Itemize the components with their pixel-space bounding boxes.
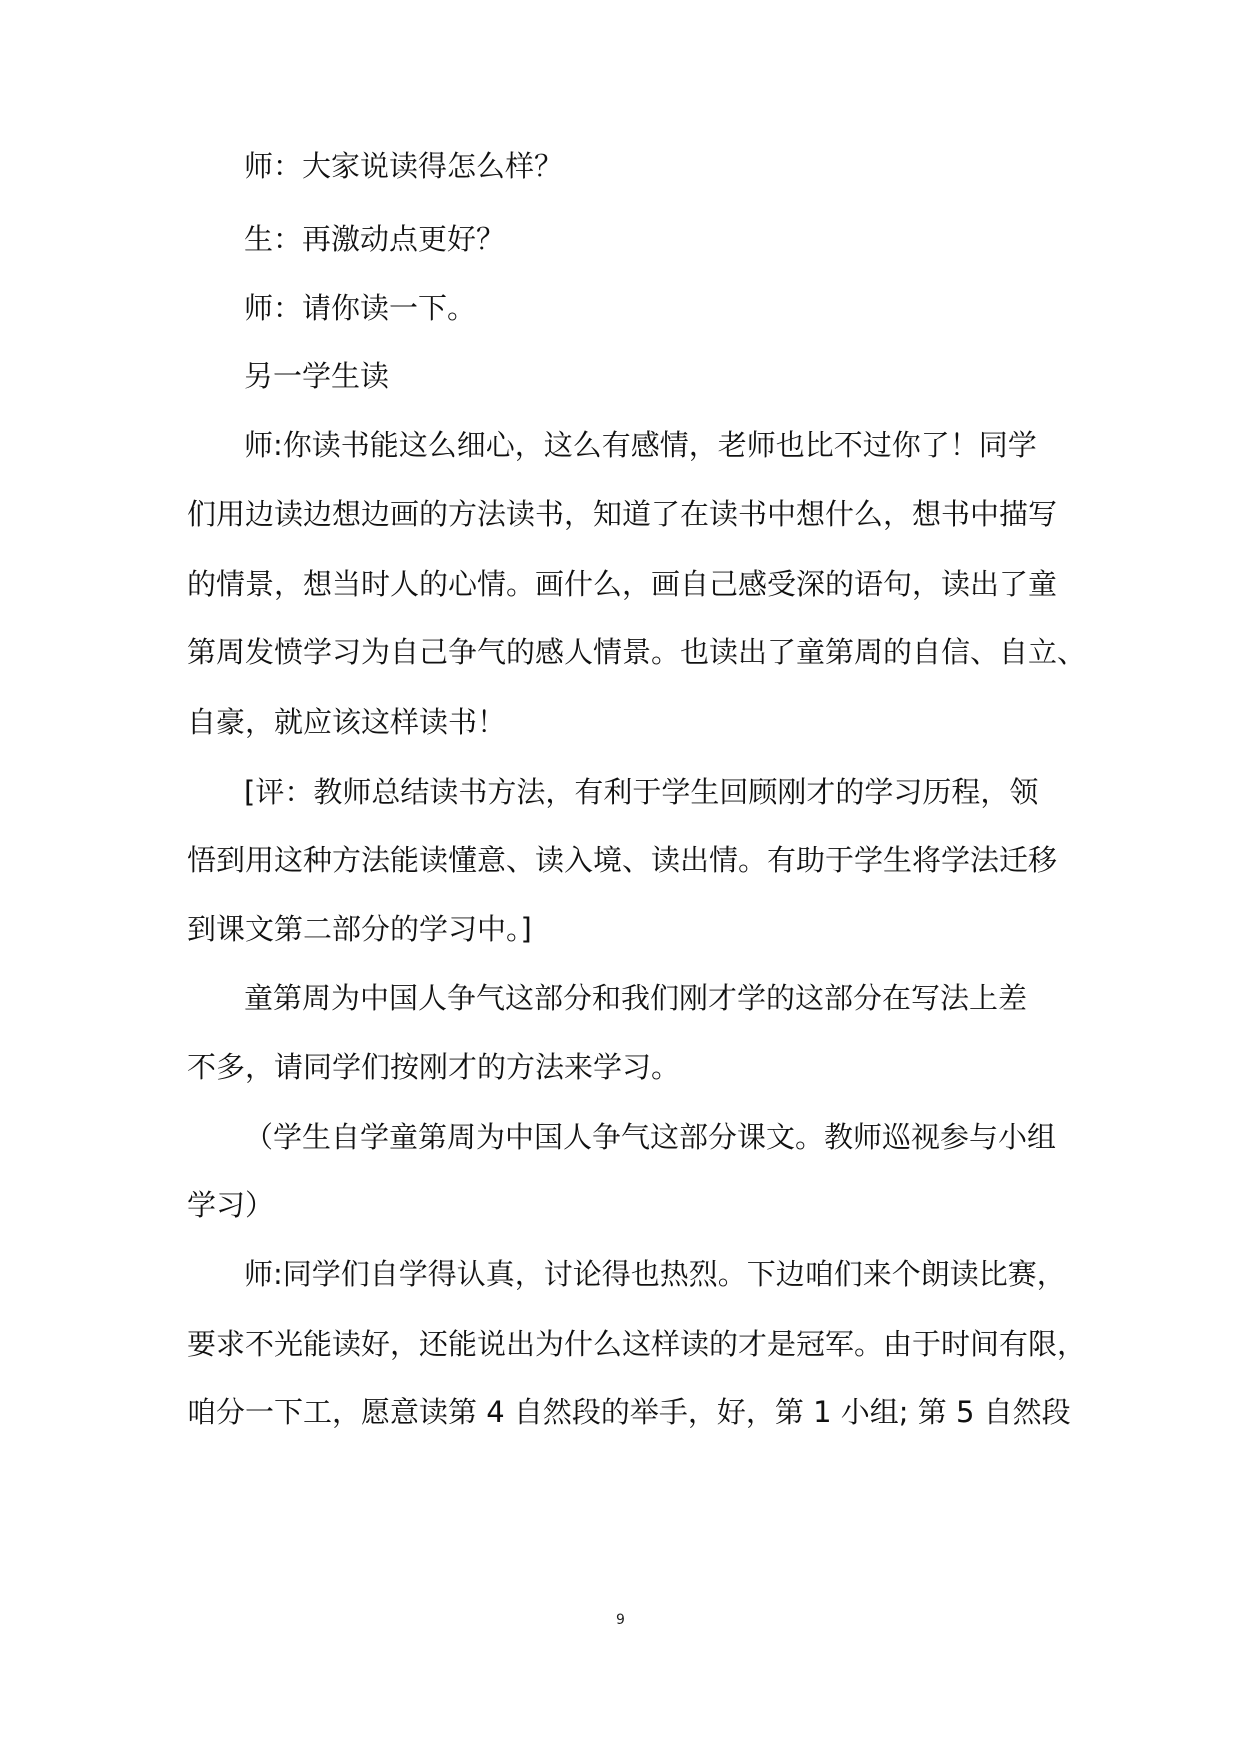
text-line: 师：大家说读得怎么样？ xyxy=(244,149,564,183)
text-line: [评：教师总结读书方法，有利于学生回顾刚才的学习历程，领 xyxy=(244,775,1039,809)
page-number: 9 xyxy=(616,1612,625,1628)
text-line: 师:同学们自学得认真，讨论得也热烈。下边咱们来个朗读比赛， xyxy=(244,1257,1066,1291)
text-line: 咱分一下工，愿意读第 4 自然段的举手，好，第 1 小组; 第 5 自然段 xyxy=(187,1395,1071,1429)
text-line: 第周发愤学习为自己争气的感人情景。也读出了童第周的自信、自立、 xyxy=(187,635,1087,669)
text-line: 到课文第二部分的学习中。] xyxy=(187,912,532,946)
text-line: 不多，请同学们按刚才的方法来学习。 xyxy=(187,1050,681,1084)
text-line: 师：请你读一下。 xyxy=(244,291,477,325)
text-line: 要求不光能读好，还能说出为什么这样读的才是冠军。由于时间有限， xyxy=(187,1327,1087,1361)
text-line: 另一学生读 xyxy=(244,359,390,393)
text-line: 学习） xyxy=(187,1188,275,1222)
text-line: 师:你读书能这么细心，这么有感情，老师也比不过你了！同学 xyxy=(244,428,1037,462)
text-line: 悟到用这种方法能读懂意、读入境、读出情。有助于学生将学法迁移 xyxy=(187,843,1058,877)
text-line: （学生自学童第周为中国人争气这部分课文。教师巡视参与小组 xyxy=(244,1120,1057,1154)
text-line: 生：再激动点更好？ xyxy=(244,222,506,256)
text-line: 的情景，想当时人的心情。画什么，画自己感受深的语句，读出了童 xyxy=(187,567,1058,601)
text-line: 自豪，就应该这样读书！ xyxy=(187,705,507,739)
text-line: 们用边读边想边画的方法读书，知道了在读书中想什么，想书中描写 xyxy=(187,497,1058,531)
text-line: 童第周为中国人争气这部分和我们刚才学的这部分在写法上差 xyxy=(244,981,1028,1015)
